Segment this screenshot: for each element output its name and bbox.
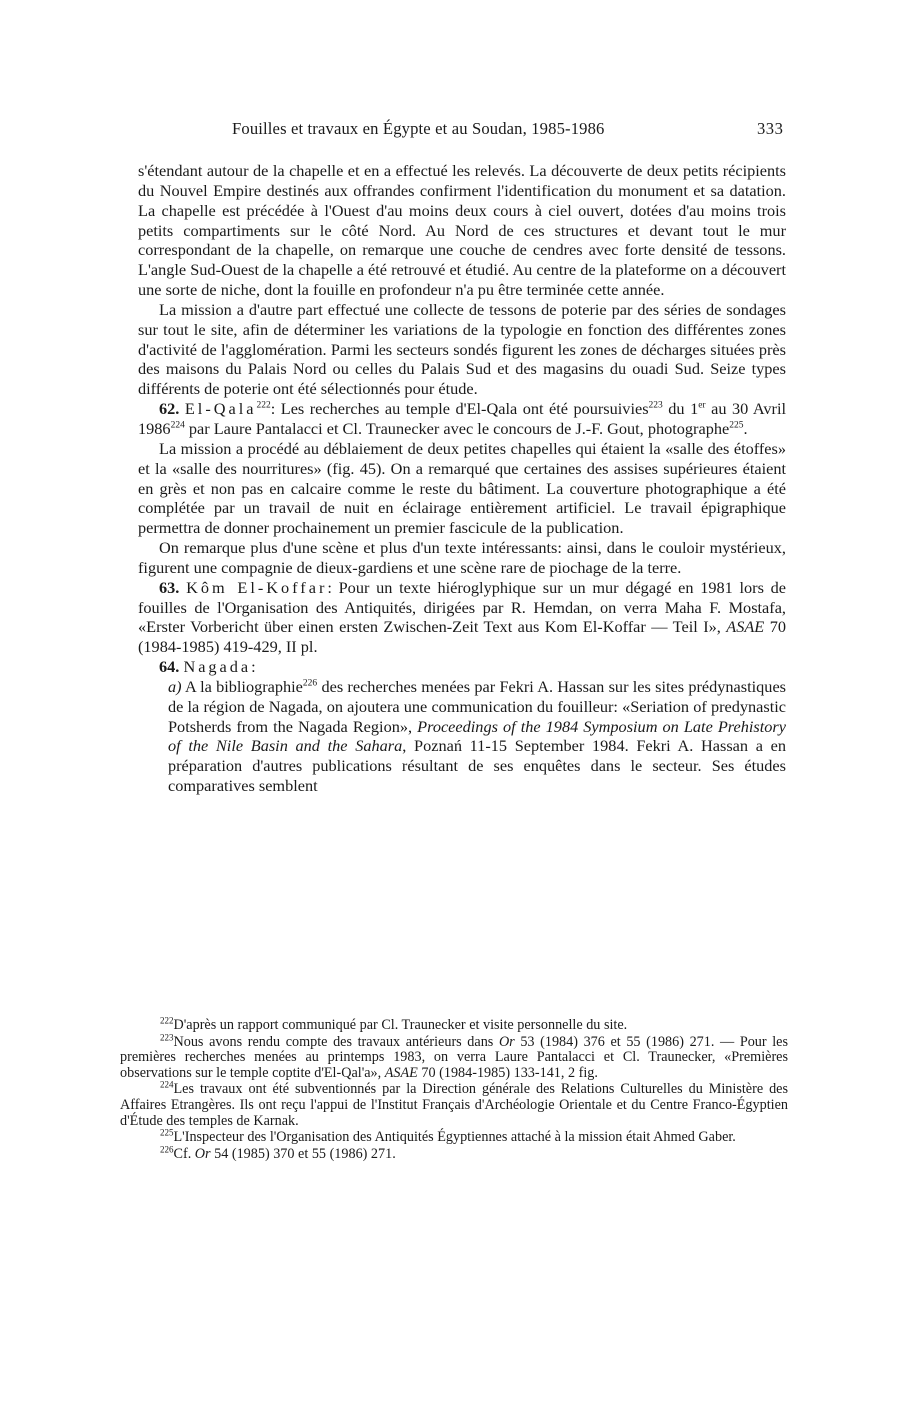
footnote-ref[interactable]: 225 — [729, 420, 744, 431]
footnote-text: L'Inspecteur des l'Organisation des Antiquités Égyptiennes attaché à la mission était Ahmed Gaber. — [173, 1129, 736, 1146]
text-run: 70 (1984-1985) 419-429, II pl. — [138, 617, 786, 657]
section-number: 63. — [159, 577, 180, 597]
footnote-text: Les travaux ont été subventionnés par la Direction générale des Relations Culturelles du Ministère des Affaires Etrangères. Ils ont reçu l'appui de l'Institut Français d'Archéologie Orientale et du Centre Franco-Égyptien d'Étude des temples de Karnak. — [120, 1081, 788, 1129]
footnote-ref[interactable]: 222 — [256, 400, 271, 411]
text-run: : — [251, 657, 256, 677]
section-place: Kôm El-Koffar — [186, 577, 328, 597]
footnote — [120, 1144, 788, 1163]
text-run: du — [662, 399, 691, 419]
subsection-a — [138, 677, 786, 796]
ordinal-suffix: er — [698, 400, 706, 411]
text-run: au 30 Avril 1986 — [138, 399, 787, 438]
footnote-ref[interactable]: 223 — [648, 400, 663, 411]
section-62 — [138, 399, 786, 439]
paragraph: La mission a procédé au déblaiement de deux petites chapelles qui étaient la «salle des étoffes» et la «salle des nourritures» (fig. 45). On a remarqué que certaines des assises supérieures étaient en grès et non pas en calcaire comme le reste du bâtiment. La couverture photographique a été complétée par un travail de nuit en éclairage entièrement artificiel. Le travail épigraphique permettra de donner prochainement un premier fascicule de la publication. — [138, 438, 786, 538]
section-place: Nagada — [183, 657, 252, 677]
text-run: : Les recherches au temple d'El-Qala ont été poursuivies — [270, 399, 649, 419]
paragraph: s'étendant autour de la chapelle et en a effectué les relevés. La découverte de deux petits récipients du Nouvel Empire destinés aux offrandes confirment l'identification du monument et sa datation. La chapelle est précédée à l'Ouest d'au moins deux cours à ciel ouvert, dotées d'au moins trois petits compartiments sur le côté Nord. Au Nord de ces structures et devant tout le mur correspondant de la chapelle, on remarque une couche de cendres avec forte densité de tessons. L'angle Sud-Ouest de la chapelle a été retrouvé et étudié. Au centre de la plateforme on a découvert une sorte de niche, dont la fouille en profondeur n'a pu être terminée cette année. — [138, 161, 786, 300]
text-run: : Pour un texte hiéroglyphique sur un mur dégagé en 1981 lors de fouilles de l'Organisation des Antiquités, dirigées par R. Hemdan, on verra Maha F. Mostafa, «Erster Vorbericht über einen ersten Zwischen-Zeit Text aus Kom El-Koffar — Teil I», — [138, 577, 787, 637]
footnote-text: 53 (1984) 376 et 55 (1986) 271. — Pour les premières recherches menées au printemps 1983, on verra Laure Pantalacci et Cl. Traunecker, «Premières observations sur le temple coptite d'El-Qal'a», — [120, 1033, 788, 1081]
footnote-mark: 223 — [160, 1031, 174, 1042]
text-run: A la bibliographie — [181, 676, 303, 696]
text-run: des recherches menées par Fekri A. Hassan sur les sites prédynastiques de la région de Nagada, on ajoutera une communication du fouilleur: «Seriation of predynastic Potsherds from the Nagada Region», — [168, 676, 787, 736]
footnote-mark: 225 — [160, 1127, 174, 1138]
footnote — [120, 1015, 788, 1034]
footnote-mark: 224 — [160, 1079, 174, 1090]
footnote-text: 70 (1984-1985) 133-141, 2 fig. — [417, 1064, 598, 1081]
journal-abbrev: Or — [498, 1033, 515, 1050]
footnote-text: 54 (1985) 370 et 55 (1986) 271. — [210, 1145, 396, 1162]
text-run: 1 — [690, 399, 699, 419]
text-run: . — [743, 418, 748, 438]
paragraph: On remarque plus d'une scène et plus d'un texte intéressants: ainsi, dans le couloir mystérieux, figurent une compagnie de dieux-gardiens et une scène rare de piochage de la terre. — [138, 538, 786, 577]
footnote — [120, 1079, 788, 1129]
journal-abbrev: ASAE — [384, 1064, 418, 1081]
journal-abbrev: ASAE — [726, 617, 765, 637]
footnote-text: Cf. — [173, 1145, 195, 1162]
running-header — [0, 119, 906, 141]
section-63 — [138, 578, 786, 657]
publication-title: Proceedings of the 1984 Symposium on Late Prehistory of the Nile Basin and the Sahara — [168, 716, 786, 756]
footnote-ref[interactable]: 226 — [302, 678, 318, 689]
footnote-ref[interactable]: 224 — [170, 420, 185, 431]
footnote — [120, 1127, 788, 1146]
footnote-text: D'après un rapport communiqué par Cl. Traunecker et visite personnelle du site. — [173, 1017, 628, 1033]
footnote-mark: 222 — [160, 1015, 174, 1026]
running-title: Fouilles et travaux en Égypte et au Soudan, 1985-1986 — [232, 119, 605, 138]
section-number: 64. — [159, 657, 180, 677]
text-run: , Poznań 11-15 September 1984. Fekri A. Hassan a en préparation d'autres publications résultant de ses enquêtes dans le secteur. Ses études comparatives semblent — [168, 736, 787, 796]
section-number: 62. — [159, 399, 180, 419]
section-place: El-Qala — [184, 399, 257, 419]
footnote-mark: 226 — [160, 1144, 174, 1155]
page-number: 333 — [757, 119, 784, 138]
footnote — [120, 1031, 788, 1082]
section-64 — [138, 657, 786, 677]
text-run: par Laure Pantalacci et Cl. Traunecker avec le concours de J.-F. Gout, photographe — [184, 418, 730, 438]
main-text — [138, 161, 786, 796]
subsection-label: a) — [168, 676, 182, 696]
footnotes — [120, 1015, 788, 1163]
paragraph: La mission a d'autre part effectué une collecte de tessons de poterie par des séries de sondages sur tout le site, afin de déterminer les variations de la typologie en fonction des différentes zones d'activité de l'agglomération. Parmi les secteurs sondés figurent les zones de décharges situées près des maisons du Palais Nord ou celles du Palais Sud et des magasins du ouadi Sud. Seize types différents de poterie ont été sélectionnés pour étude. — [138, 299, 786, 399]
journal-abbrev: Or — [194, 1145, 211, 1162]
footnote-text: Nous avons rendu compte des travaux antérieurs dans — [173, 1033, 499, 1050]
